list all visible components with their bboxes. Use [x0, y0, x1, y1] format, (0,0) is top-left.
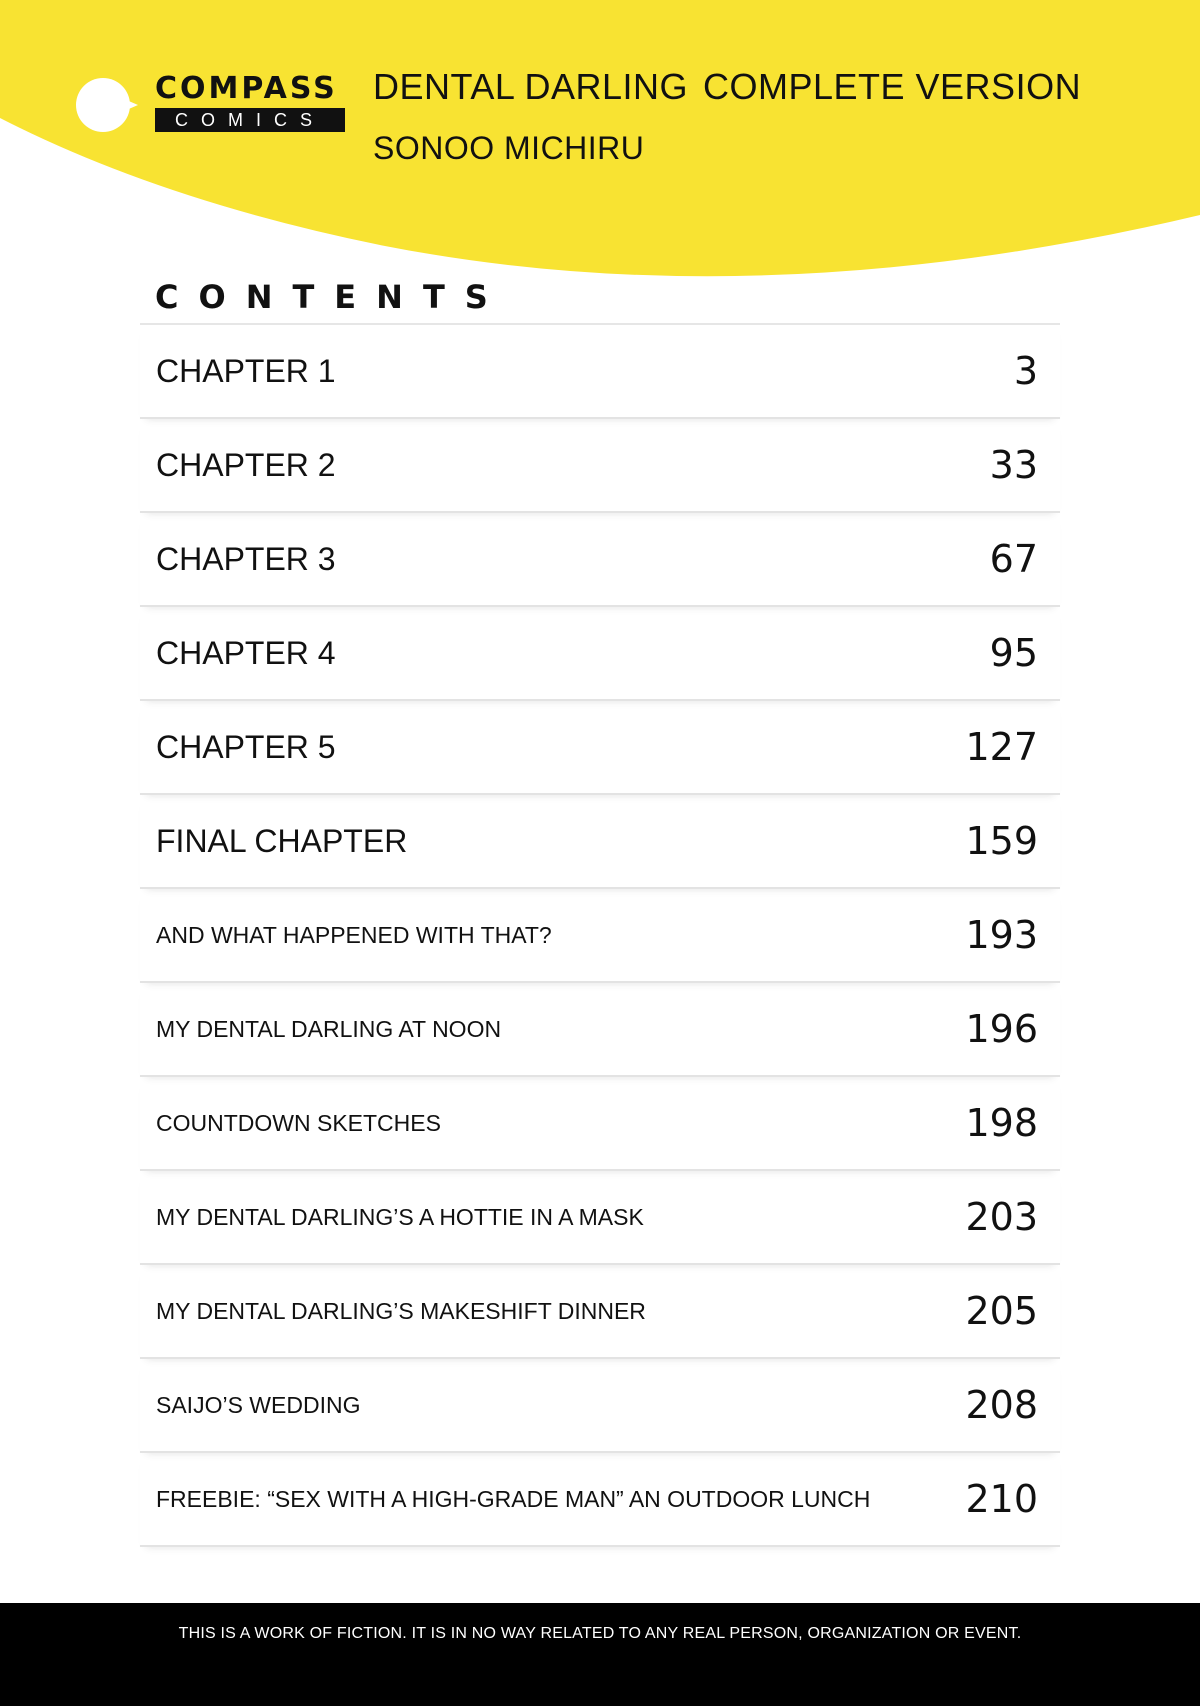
toc-entry[interactable]	[140, 1171, 1060, 1265]
toc-entry[interactable]	[140, 795, 1060, 889]
toc-entry[interactable]	[140, 983, 1060, 1077]
publisher-name: COMPASS	[155, 71, 338, 106]
publisher-logo	[76, 72, 346, 136]
toc-entry[interactable]	[140, 1265, 1060, 1359]
toc-entry-page: 3	[1013, 349, 1038, 393]
toc-entry-page: 198	[965, 1101, 1038, 1145]
toc-entry-title: FINAL CHAPTER	[156, 823, 408, 859]
toc-entry-page: 196	[965, 1007, 1038, 1051]
logo-bubble-tail	[124, 99, 138, 111]
toc-entry-page: 159	[965, 819, 1038, 863]
toc-entry-title: MY DENTAL DARLING’S MAKESHIFT DINNER	[156, 1298, 646, 1324]
toc-entry-page: 208	[965, 1383, 1038, 1427]
fiction-disclaimer: THIS IS A WORK OF FICTION. IT IS IN NO WAY RELATED TO ANY REAL PERSON, ORGANIZATION OR EVENT.	[178, 1625, 1022, 1642]
toc-entry[interactable]	[140, 419, 1060, 513]
toc-entry-page: 203	[965, 1195, 1038, 1239]
toc-entry[interactable]	[140, 1359, 1060, 1453]
footer-bar	[0, 1603, 1200, 1706]
toc-entry-title: CHAPTER 2	[156, 447, 336, 483]
toc-entry-page: 210	[965, 1477, 1038, 1521]
contents-heading: CONTENTS	[155, 278, 508, 316]
toc-entry-page: 193	[965, 913, 1038, 957]
series-subtitle: COMPLETE VERSION	[703, 66, 1082, 107]
toc-entry-page: 67	[989, 537, 1038, 581]
publisher-sub: COMICS	[155, 108, 345, 132]
toc-entry[interactable]	[140, 701, 1060, 795]
toc-entry-title: MY DENTAL DARLING AT NOON	[156, 1016, 502, 1042]
toc-entry-title: CHAPTER 5	[156, 729, 336, 765]
toc-entry[interactable]	[140, 1453, 1060, 1547]
table-of-contents	[140, 323, 1060, 1547]
toc-entry[interactable]	[140, 607, 1060, 701]
toc-entry-page: 205	[965, 1289, 1038, 1333]
toc-entry-title: CHAPTER 1	[156, 353, 336, 389]
toc-entry-title: CHAPTER 4	[156, 635, 336, 671]
toc-entry[interactable]	[140, 1077, 1060, 1171]
toc-entry[interactable]	[140, 889, 1060, 983]
toc-entry-title: SAIJO’S WEDDING	[156, 1392, 361, 1418]
toc-entry-title: COUNTDOWN SKETCHES	[156, 1110, 441, 1136]
toc-entry[interactable]	[140, 513, 1060, 607]
toc-entry-page: 95	[989, 631, 1038, 675]
toc-entry-title: MY DENTAL DARLING’S A HOTTIE IN A MASK	[156, 1204, 644, 1230]
toc-entry-page: 33	[989, 443, 1038, 487]
toc-entry-title: CHAPTER 3	[156, 541, 336, 577]
toc-entry-page: 127	[965, 725, 1038, 769]
toc-entry-title: AND WHAT HAPPENED WITH THAT?	[156, 922, 552, 948]
series-title: DENTAL DARLING	[373, 66, 689, 107]
logo-speech-bubble-icon	[76, 78, 130, 132]
toc-entry[interactable]	[140, 323, 1060, 419]
author-name: SONOO MICHIRU	[373, 130, 645, 166]
toc-entry-title: FREEBIE: “SEX WITH A HIGH-GRADE MAN” AN OUTDOOR LUNCH	[156, 1486, 871, 1512]
